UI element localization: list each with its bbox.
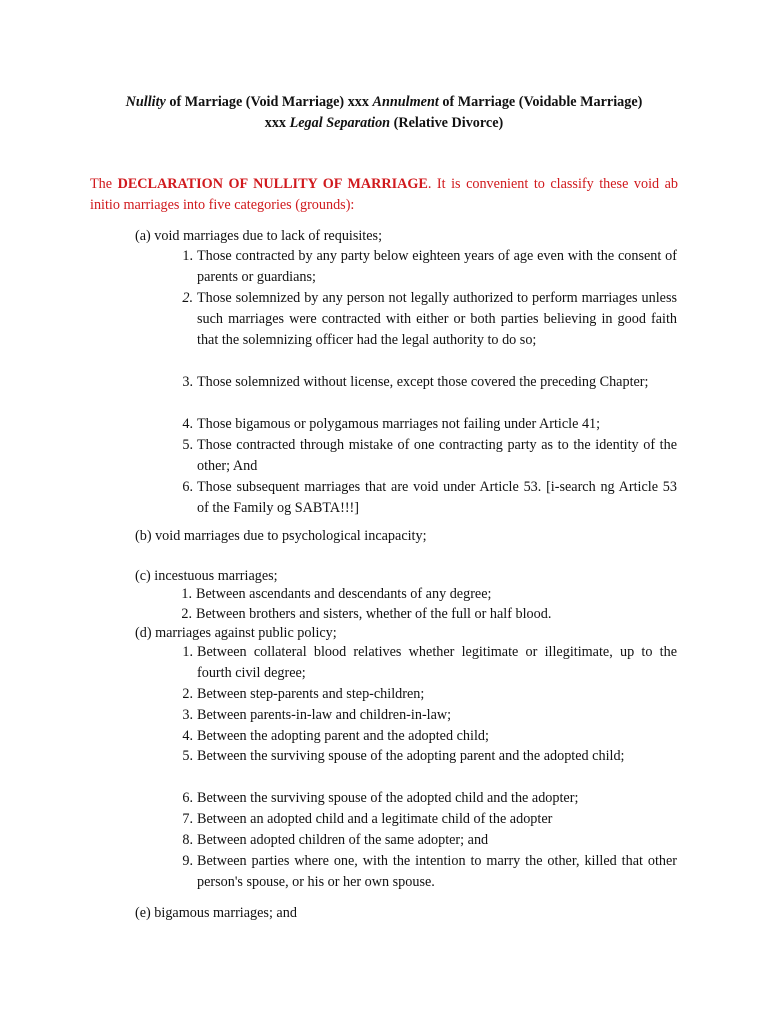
category-c-list xyxy=(181,584,686,624)
list-item xyxy=(182,414,677,435)
list-item xyxy=(182,851,677,893)
item-number: 1. xyxy=(182,644,193,660)
list-item xyxy=(182,726,677,747)
category-d-label: (d) marriages against public policy; xyxy=(135,625,337,641)
category-c-label: (c) incestuous marriages; xyxy=(135,568,278,584)
list-item xyxy=(181,604,686,624)
list-item xyxy=(182,830,677,851)
list-item xyxy=(182,288,677,372)
item-text: Between collateral blood relatives whether legitimate or illegitimate, up to the fourth civil degree; xyxy=(197,644,677,681)
list-item xyxy=(181,584,686,604)
list-item xyxy=(182,809,677,830)
list-item xyxy=(182,684,677,705)
document-title xyxy=(80,92,688,134)
item-text: Those contracted through mistake of one contracting party as to the identity of the other; And xyxy=(197,437,677,474)
item-text: Between adopted children of the same adopter; and xyxy=(197,831,489,848)
title-part-4: (Relative Divorce) xyxy=(390,115,504,131)
intro-pre: The xyxy=(90,176,118,192)
item-text: Between the surviving spouse of the adopting parent and the adopted child; xyxy=(197,748,625,765)
item-number: 2. xyxy=(181,606,192,622)
title-nullity: Nullity xyxy=(125,94,166,110)
title-part-1: of Marriage (Void Marriage) xxx xyxy=(165,94,373,110)
item-text: Those contracted by any party below eighteen years of age even with the consent of parents or guardians; xyxy=(197,248,677,285)
intro-post: . It is convenient to classify these void ab initio marriages into five categories (grounds): xyxy=(90,176,679,213)
item-number: 4. xyxy=(182,727,193,744)
item-number: 5. xyxy=(182,437,193,453)
list-item xyxy=(182,642,677,684)
item-number: 3. xyxy=(182,374,193,390)
category-e-label: (e) bigamous marriages; and xyxy=(135,905,297,921)
item-text: Between ascendants and descendants of any degree; xyxy=(196,586,492,602)
item-text: Between parents-in-law and children-in-law; xyxy=(197,706,452,723)
item-number: 6. xyxy=(182,479,193,495)
item-number: 9. xyxy=(182,852,193,869)
item-text: Between step-parents and step-children; xyxy=(197,686,425,702)
item-text: Those solemnized by any person not legally authorized to perform marriages unless such marriages were contracted with either or both parties believing in good faith that the solemnizing officer had the legal authority to do so; xyxy=(197,290,677,348)
item-text: Between brothers and sisters, whether of the full or half blood. xyxy=(196,606,552,622)
list-item xyxy=(182,372,677,414)
title-part-3: xxx xyxy=(264,115,290,131)
item-number: 2. xyxy=(182,686,193,702)
item-number: 8. xyxy=(182,831,193,848)
title-legal-separation: Legal Separation xyxy=(289,115,391,131)
intro-paragraph xyxy=(90,174,678,216)
category-b-label: (b) void marriages due to psychological incapacity; xyxy=(135,528,427,544)
category-d-list xyxy=(182,642,677,893)
list-item xyxy=(182,477,677,519)
item-text: Between the surviving spouse of the adopted child and the adopter; xyxy=(197,790,579,807)
item-number: 2. xyxy=(182,290,193,306)
item-number: 4. xyxy=(182,416,193,432)
item-text: Between the adopting parent and the adopted child; xyxy=(197,727,489,744)
item-number: 1. xyxy=(182,248,193,264)
item-text: Those subsequent marriages that are void under Article 53. [i-search ng Article 53 of the Family og SABTA!!!] xyxy=(197,479,677,516)
list-item xyxy=(182,788,677,809)
title-part-2: of Marriage (Voidable Marriage) xyxy=(438,94,643,110)
category-a-list xyxy=(182,246,677,519)
category-a-label: (a) void marriages due to lack of requisites; xyxy=(135,228,383,244)
item-text: Between an adopted child and a legitimate child of the adopter xyxy=(197,811,553,828)
item-number: 5. xyxy=(182,748,193,765)
list-item xyxy=(182,435,677,477)
item-text: Those bigamous or polygamous marriages not failing under Article 41; xyxy=(197,416,601,432)
item-number: 1. xyxy=(181,586,192,602)
list-item xyxy=(182,746,677,788)
item-number: 7. xyxy=(182,811,193,828)
item-text: Between parties where one, with the intention to marry the other, killed that other person's spouse, or his or her own spouse. xyxy=(197,852,677,890)
item-number: 6. xyxy=(182,790,193,807)
list-item xyxy=(182,246,677,288)
item-text: Those solemnized without license, except those covered the preceding Chapter; xyxy=(197,374,649,390)
intro-heading: DECLARATION OF NULLITY OF MARRIAGE xyxy=(117,176,428,192)
title-annulment: Annulment xyxy=(372,94,439,110)
list-item xyxy=(182,705,677,726)
item-number: 3. xyxy=(182,706,193,723)
